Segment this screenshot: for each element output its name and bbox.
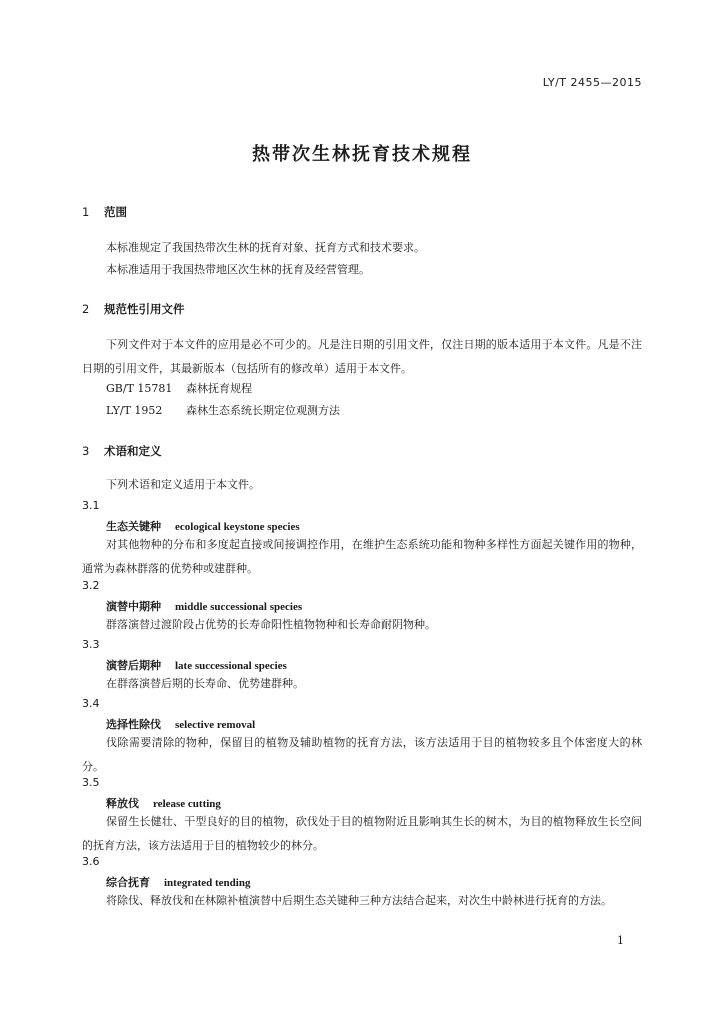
standard-number: LY/T 2455—2015 (542, 76, 642, 89)
term-english: selective removal (175, 719, 256, 731)
term-number: 3.2 (82, 579, 100, 592)
section-3-intro: 下列术语和定义适用于本文件。 (106, 478, 260, 491)
section-title: 规范性引用文件 (104, 302, 185, 316)
reference-name: 森林抚育规程 (186, 382, 252, 395)
term-definition: 在群落演替后期的长寿命、优势建群种。 (106, 677, 304, 690)
reference-item (106, 402, 340, 418)
term-heading (106, 716, 255, 732)
term-chinese: 生态关键种 (106, 520, 161, 533)
term-number: 3.3 (82, 638, 100, 651)
term-definition: 群落演替过渡阶段占优势的长寿命阳性植物物种和长寿命耐阴物种。 (106, 618, 436, 631)
term-definition: 伐除需要清除的物种，保留目的植物及辅助植物的抚育方法，该方法适用于目的植物较多且个体密度大的林分。 (82, 736, 642, 773)
document-title: 热带次生林抚育技术规程 (252, 144, 472, 165)
reference-code: GB/T 15781 (106, 382, 173, 395)
term-number: 3.5 (82, 776, 100, 789)
term-definition: 将除伐、释放伐和在林隙补植演替中后期生态关键种三种方法结合起来，对次生中龄林进行抚育的方法。 (106, 894, 612, 907)
section-title: 范围 (104, 205, 127, 219)
term-heading (106, 874, 250, 890)
term-english: late successional species (175, 660, 287, 672)
section-2-heading (82, 301, 185, 317)
term-english: ecological keystone species (175, 521, 300, 533)
section-1-paragraph-2: 本标准适用于我国热带地区次生林的抚育及经营管理。 (106, 263, 370, 276)
term-chinese: 演替后期种 (106, 659, 161, 672)
section-2-paragraph-1: 下列文件对于本文件的应用是必不可少的。凡是注日期的引用文件，仅注日期的版本适用于本文件。凡是不注日期的引用文件，其最新版本（包括所有的修改单）适用于本文件。 (82, 338, 642, 375)
term-chinese: 演替中期种 (106, 600, 161, 613)
section-3-heading (82, 443, 162, 459)
term-number: 3.1 (82, 499, 100, 512)
term-heading (106, 518, 300, 534)
term-definition: 保留生长健壮、干型良好的目的植物，砍伐处于目的植物附近且影响其生长的树木，为目的植物释放生长空间的抚育方法，该方法适用于目的植物较少的林分。 (82, 815, 642, 852)
section-title: 术语和定义 (104, 444, 162, 458)
term-english: integrated tending (164, 877, 251, 889)
term-heading (106, 657, 287, 673)
term-english: release cutting (153, 798, 221, 810)
term-english: middle successional species (175, 601, 303, 613)
reference-code: LY/T 1952 (106, 404, 163, 417)
section-number: 2 (82, 302, 90, 316)
reference-item (106, 380, 252, 396)
term-chinese: 选择性除伐 (106, 718, 161, 731)
reference-name: 森林生态系统长期定位观测方法 (186, 404, 340, 417)
section-number: 3 (82, 444, 90, 458)
term-heading (106, 598, 302, 614)
section-1-heading (82, 204, 127, 220)
section-number: 1 (82, 205, 90, 219)
term-number: 3.4 (82, 697, 100, 710)
term-chinese: 综合抚育 (106, 876, 150, 889)
term-number: 3.6 (82, 855, 100, 868)
term-chinese: 释放伐 (106, 797, 139, 810)
section-1-paragraph-1: 本标准规定了我国热带次生林的抚育对象、抚育方式和技术要求。 (106, 241, 425, 254)
term-heading (106, 795, 221, 811)
term-definition: 对其他物种的分布和多度起直接或间接调控作用，在维护生态系统功能和物种多样性方面起关键作用的物种，通常为森林群落的优势种或建群种。 (82, 538, 642, 575)
page-number: 1 (617, 934, 624, 947)
